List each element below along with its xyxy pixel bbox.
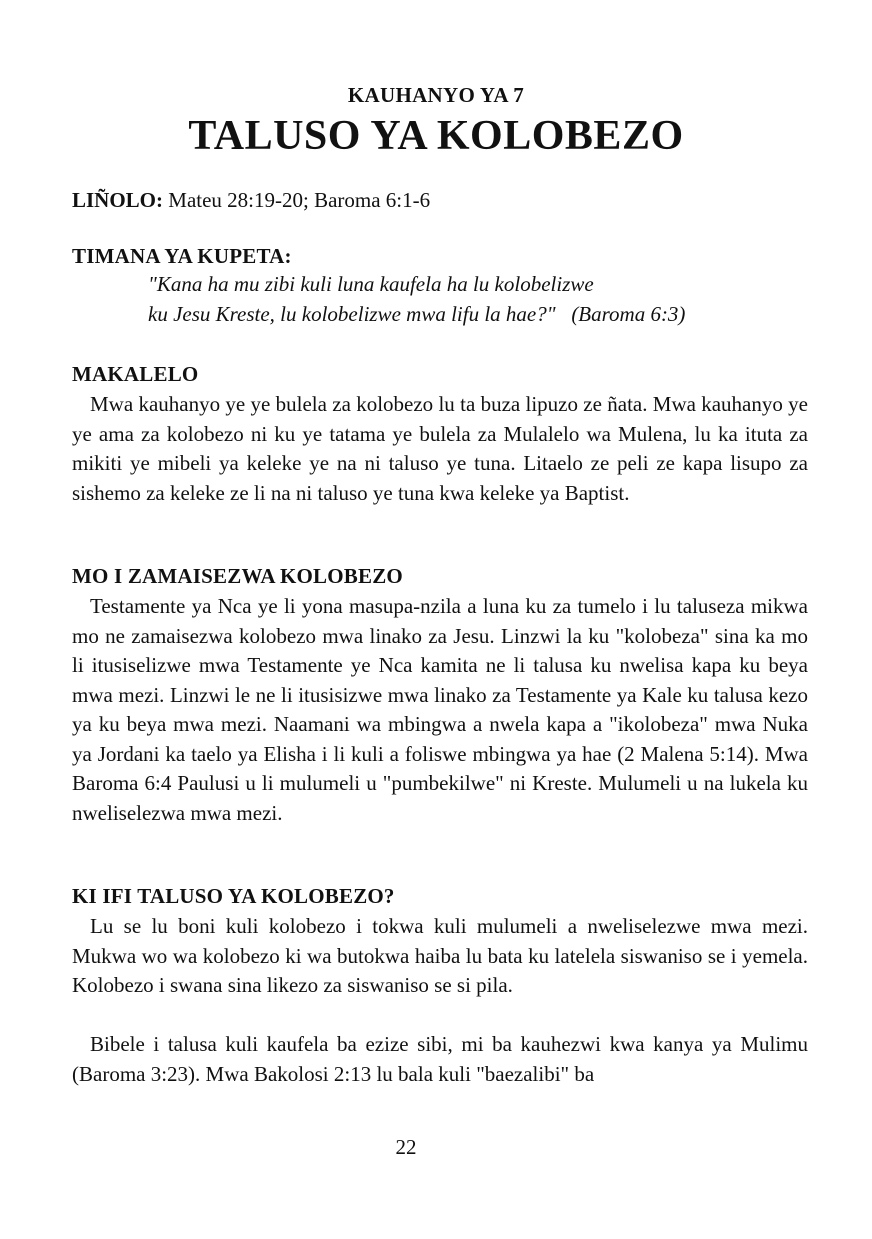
chapter-title: TALUSO YA KOLOBEZO [188, 113, 684, 159]
section-heading: MAKALELO [72, 362, 199, 386]
memory-verse-label: TIMANA YA KUPETA: [72, 244, 292, 268]
section-paragraph: Bibele i talusa kuli kaufela ba ezize sibi, mi ba kauhezwi kwa kanya ya Mulimu (Baroma 3:23). Mwa Bakolosi 2:13 lu bala kuli "baezalibi" ba [72, 1032, 808, 1086]
page-number: 22 [395, 1135, 417, 1159]
section-paragraph: Testamente ya Nca ye li yona masupa-nzila a luna ku za tumelo i lu taluseza mikwa mo ne zamaisezwa kolobezo mwa linako za Jesu. Linzwi la ku "kolobeza" sina ka mo li itusiselizwe mwa Testamente ye Nca kamita ne li talusa ku nwelisa kapa ku beya mwa mezi. Linzwi le ne li itusisizwe mwa linako za Testamente ya Kale ku talusa kezo ya ku beya mwa mezi. Naamani wa mbingwa a nwela kapa a "ikolobeza" mwa Nuka ya Jordani ka taelo ya Elisha i li kuli a foliswe mbingwa ya hae (2 Malena 5:14). Mwa Baroma 6:4 Paulusi u li mulumeli u "pumbekilwe" ni Kreste. Mulumeli u na lukela ku nweliselezwa mwa mezi. [72, 594, 808, 825]
memory-verse-line2: ku Jesu Kreste, lu kolobelizwe mwa lifu la hae?" [148, 302, 556, 326]
scripture-reading-label: LIÑOLO: [72, 188, 164, 212]
chapter-label: KAUHANYO YA 7 [347, 83, 525, 107]
scripture-reading-refs: Mateu 28:19-20; Baroma 6:1-6 [168, 188, 431, 212]
memory-verse-line2-wrap [148, 300, 808, 330]
section-paragraph: Mwa kauhanyo ye ye bulela za kolobezo lu ta buza lipuzo ze ñata. Mwa kauhanyo ye ye ama za kolobezo ni ku ye tatama ye bulela za Mulalelo wa Mulena, lu ka ituta za mikiti ye mibeli ya keleke ye na ni taluso ye tuna. Litaelo ze peli ze kapa lisupo za sishemo za keleke ze li na ni taluso ye tuna kwa keleke ya Baptist. [72, 392, 808, 505]
scripture-reading [72, 186, 812, 216]
memory-verse-line1: "Kana ha mu zibi kuli luna kaufela ha lu kolobelizwe [148, 272, 594, 296]
memory-verse-ref: (Baroma 6:3) [571, 302, 686, 326]
section-heading: KI IFI TALUSO YA KOLOBEZO? [72, 884, 395, 908]
section-heading: MO I ZAMAISEZWA KOLOBEZO [72, 564, 403, 588]
section-paragraph: Lu se lu boni kuli kolobezo i tokwa kuli mulumeli a nweliselezwe mwa mezi. Mukwa wo wa kolobezo ki wa butokwa haiba lu bata ku latelela siswaniso se i yemela. Kolobezo i swana sina likezo za siswaniso se si pila. [72, 914, 808, 997]
